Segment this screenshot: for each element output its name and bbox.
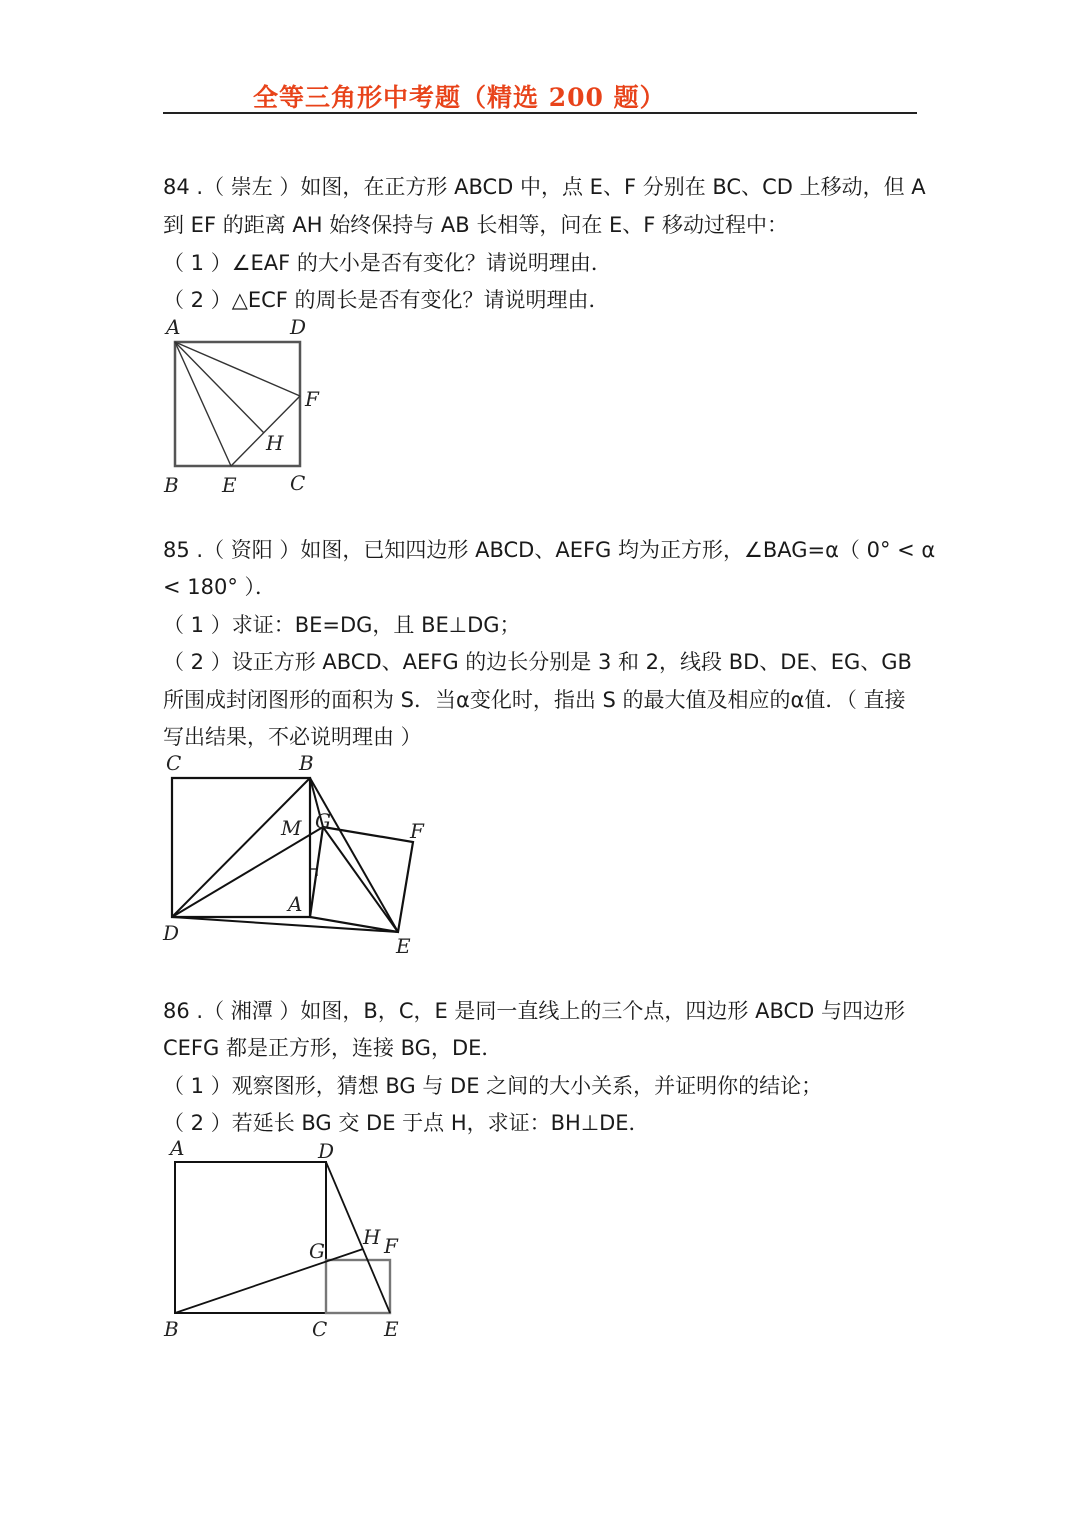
label-m: M xyxy=(281,816,302,840)
square-cefg xyxy=(326,1260,390,1313)
label-e: E xyxy=(396,934,411,958)
segment-ah xyxy=(175,342,264,433)
label-c: C xyxy=(290,471,306,495)
problem-85-line-6: 写出结果，不必说明理由 ） xyxy=(163,725,422,749)
label-c: C xyxy=(166,751,182,775)
segment-ae xyxy=(175,342,231,466)
label-e: E xyxy=(222,473,237,497)
problem-86-line-1: 86 .（ 湘潭 ）如图，B，C，E 是同一直线上的三个点，四边形 ABCD 与四边形 xyxy=(163,999,906,1023)
problem-86-part-2: （ 2 ）若延长 BG 交 DE 于点 H，求证：BH⊥DE． xyxy=(163,1111,650,1135)
label-d: D xyxy=(318,1139,335,1163)
problem-84-part-2: （ 2 ）△ECF 的周长是否有变化？请说明理由． xyxy=(163,288,610,312)
label-h: H xyxy=(363,1225,381,1249)
label-d: D xyxy=(163,921,180,945)
label-f: F xyxy=(305,387,319,411)
label-c: C xyxy=(312,1317,328,1341)
label-b: B xyxy=(164,473,179,497)
problem-85-line-1: 85 .（ 资阳 ）如图，已知四边形 ABCD、AEFG 均为正方形，∠BAG=α（ 0° < α xyxy=(163,538,936,562)
segment-de xyxy=(172,917,398,932)
label-h: H xyxy=(266,431,284,455)
label-a: A xyxy=(170,1136,185,1160)
label-b: B xyxy=(299,751,314,775)
segment-bh xyxy=(175,1249,363,1313)
figure-84 xyxy=(160,312,340,502)
figure-86 xyxy=(160,1134,410,1344)
problem-85-part-1: （ 1 ）求证：BE=DG，且 BE⊥DG； xyxy=(163,613,521,637)
label-f: F xyxy=(384,1234,398,1258)
problem-85-part-2: （ 2 ）设正方形 ABCD、AEFG 的边长分别是 3 和 2，线段 BD、DE、EG、GB xyxy=(163,650,912,674)
label-f: F xyxy=(410,819,424,843)
segment-af xyxy=(175,342,300,396)
problem-85-line-5: 所围成封闭图形的面积为 S．当α变化时，指出 S 的最大值及相应的α值．（ 直接 xyxy=(163,688,906,712)
problem-85-line-2: < 180° ）． xyxy=(163,575,277,599)
label-b: B xyxy=(164,1317,179,1341)
label-a: A xyxy=(166,315,181,339)
square-abcd xyxy=(175,1162,326,1313)
label-e: E xyxy=(384,1317,399,1341)
page-header-title: 全等三角形中考题（精选 200 题） xyxy=(253,83,666,112)
problem-84-part-1: （ 1 ）∠EAF 的大小是否有变化？请说明理由． xyxy=(163,251,612,275)
label-g: G xyxy=(315,809,331,833)
label-d: D xyxy=(290,315,307,339)
problem-84-line-1: 84 .（ 崇左 ）如图，在正方形 ABCD 中，点 E、F 分别在 BC、CD 上移动，但 A xyxy=(163,175,926,199)
segment-ge xyxy=(323,827,398,932)
figure-85 xyxy=(160,748,440,960)
segment-be xyxy=(310,778,398,932)
header-rule xyxy=(163,112,917,114)
problem-84-line-2: 到 EF 的距离 AH 始终保持与 AB 长相等，问在 E、F 移动过程中： xyxy=(163,213,789,237)
problem-86-part-1: （ 1 ）观察图形，猜想 BG 与 DE 之间的大小关系，并证明你的结论； xyxy=(163,1074,823,1098)
label-g: G xyxy=(309,1239,325,1263)
label-a: A xyxy=(288,892,303,916)
problem-86-line-2: CEFG 都是正方形，连接 BG，DE． xyxy=(163,1036,503,1060)
